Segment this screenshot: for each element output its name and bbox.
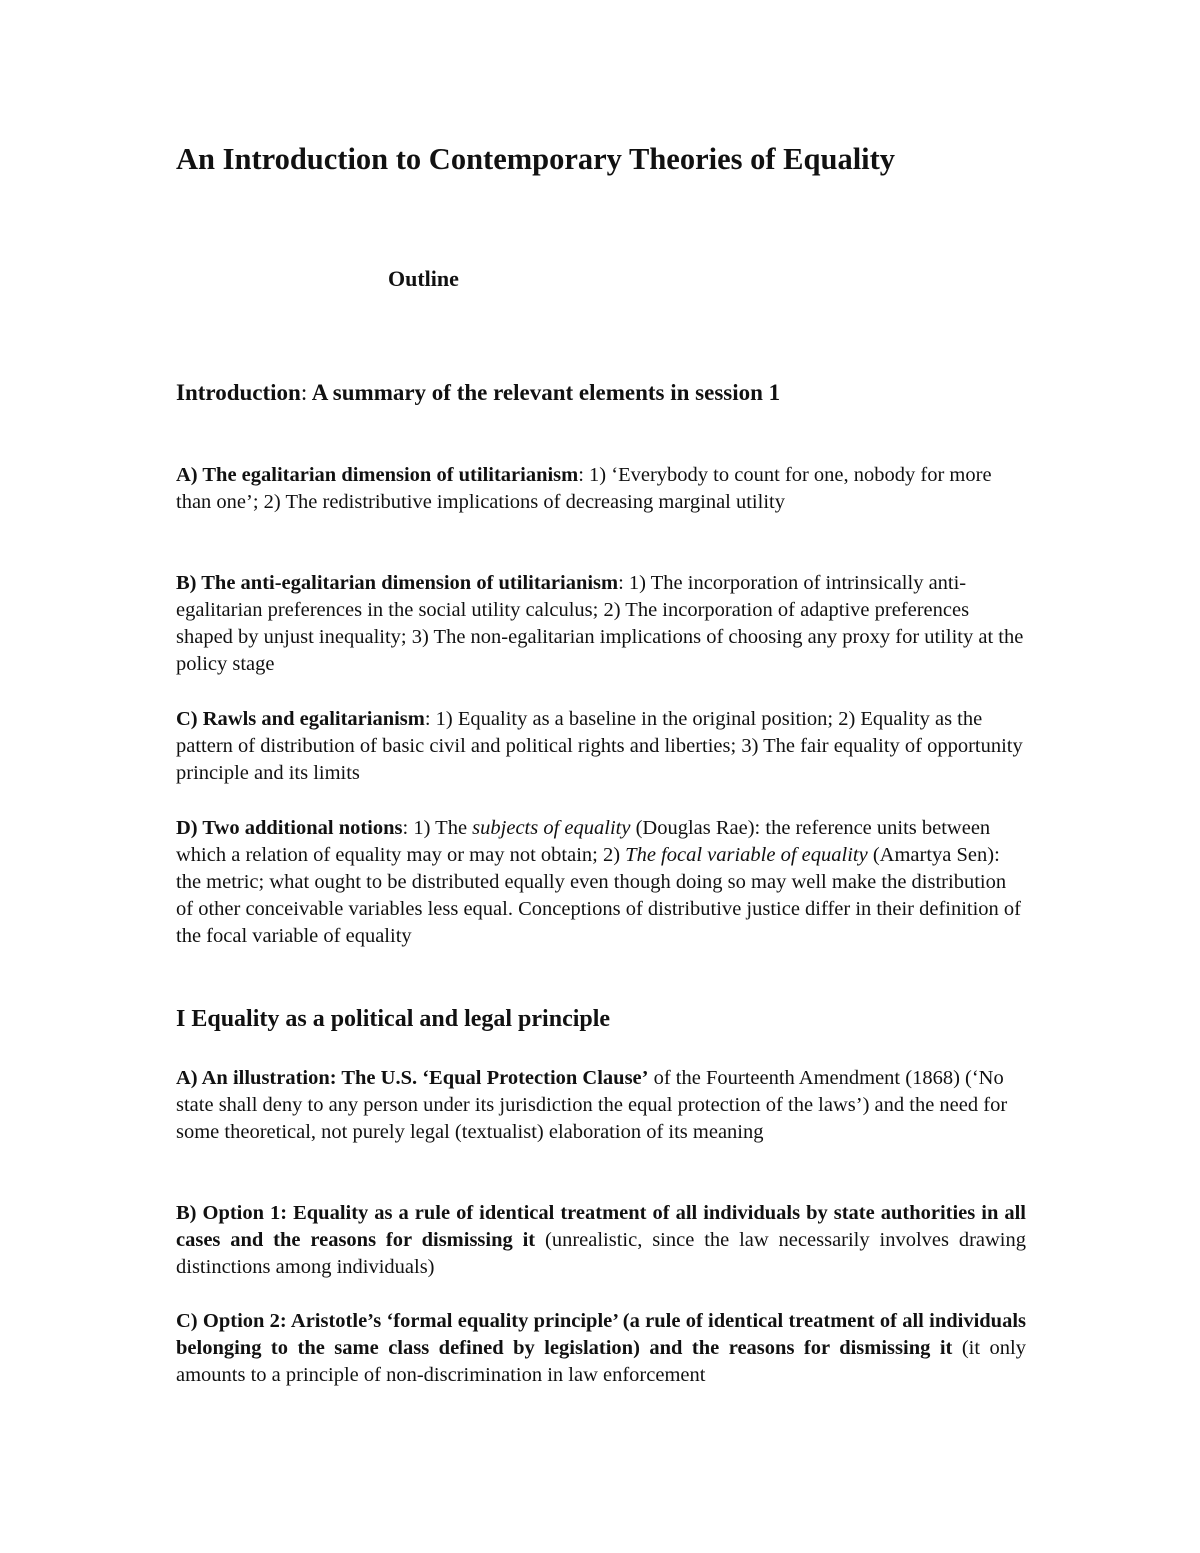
- introduction-label: Introduction: [176, 380, 301, 405]
- intro-item-d-text-2: (Douglas Rae): the reference units between which a relation of equality may or may not obtain; 2): [176, 817, 991, 866]
- intro-item-d-text-3: (Amartya Sen): the metric; what ought to be distributed equally even though doing so may well make the distribution of other conceivable variables less equal. Conceptions of distributive justice differ in their definition of the focal variable of equality: [176, 844, 1022, 947]
- section-1-heading: I Equality as a political and legal principle: [176, 1006, 611, 1032]
- section-1-item-c-label: C) Option 2: Aristotle’s ‘formal equality principle’ (a rule of identical treatment of all individuals belonging to the same class defined by legislation) and the reasons for dismissing it: [176, 1310, 1026, 1359]
- intro-item-d: [176, 815, 1026, 950]
- section-1-item-b-label: B) Option 1: Equality as a rule of identical treatment of all individuals by state authorities in all cases and the reasons for dismissing it: [176, 1202, 1026, 1251]
- intro-item-d-italic-2: The focal variable of equality: [625, 844, 868, 866]
- section-1-item-a-text: of the Fourteenth Amendment (1868) (‘No state shall deny to any person under its jurisdiction the equal protection of the laws’) and the need for some theoretical, not purely legal (textualist) elaboration of its meaning: [176, 1067, 1008, 1143]
- section-1-item-b-text: (unrealistic, since the law necessarily involves drawing distinctions among individuals): [176, 1229, 1027, 1278]
- section-1-item-a-label: A) An illustration: The U.S. ‘Equal Protection Clause’: [176, 1067, 649, 1089]
- intro-item-b-text: : 1) The incorporation of intrinsically anti-egalitarian preferences in the social utility calculus; 2) The incorporation of adaptive preferences shaped by unjust inequality; 3) The non-egalitarian implications of choosing any proxy for utility at the policy stage: [176, 572, 1024, 675]
- intro-item-b-label: B) The anti-egalitarian dimension of utilitarianism: [176, 572, 619, 594]
- introduction-text: A summary of the relevant elements in session 1: [307, 380, 781, 405]
- intro-item-d-italic-1: subjects of equality: [472, 817, 631, 839]
- section-1-item-c-text: (it only amounts to a principle of non-discrimination in law enforcement: [176, 1337, 1026, 1386]
- intro-item-c-text: : 1) Equality as a baseline in the original position; 2) Equality as the pattern of distribution of basic civil and political rights and liberties; 3) The fair equality of opportunity principle and its limits: [176, 708, 1023, 784]
- section-1-item-c: [176, 1308, 1026, 1389]
- section-1-item-b: [176, 1200, 1026, 1281]
- intro-item-d-label: D) Two additional notions: [176, 817, 403, 839]
- intro-item-a-label: A) The egalitarian dimension of utilitarianism: [176, 464, 579, 486]
- section-1-item-a: [176, 1065, 1026, 1146]
- intro-item-a: [176, 462, 1026, 516]
- intro-item-c-label: C) Rawls and egalitarianism: [176, 708, 425, 730]
- intro-item-d-text-1: : 1) The: [402, 817, 473, 839]
- outline-heading: Outline: [388, 266, 459, 291]
- introduction-heading: [176, 380, 780, 406]
- intro-item-a-text: : 1) ‘Everybody to count for one, nobody for more than one’; 2) The redistributive implications of decreasing marginal utility: [176, 464, 992, 513]
- document-title: An Introduction to Contemporary Theories of Equality: [176, 142, 896, 176]
- intro-item-c: [176, 706, 1026, 787]
- intro-item-b: [176, 570, 1026, 678]
- introduction-colon: :: [300, 380, 308, 405]
